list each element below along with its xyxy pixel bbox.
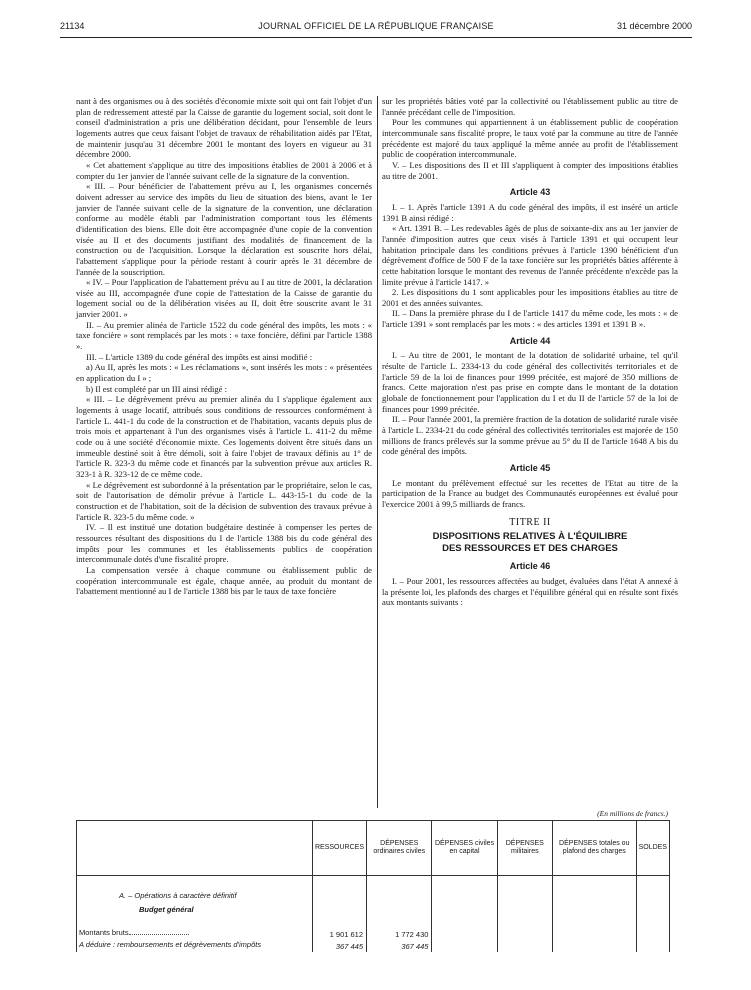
table-header-row xyxy=(77,821,670,876)
titre-subtitle xyxy=(382,531,678,555)
paragraph: I. – Au titre de 2001, le montant de la dotation de solidarité urbaine, tel qu'il résulte de l'article L. 2334-13 du code général des collectivités territoriales et de l'article 59 de la loi de finances pour 1999 précitée, est majoré de 350 millions de francs. Cette majoration n'est pas prise en compte dans le montant de la dotation globale de fonctionnement pour l'application du I et du II de l'article 57 de la loi de finances pour 1999 précitée. xyxy=(382,350,678,414)
cell-value: 1 772 430 xyxy=(395,930,429,939)
row-label: Montants bruts xyxy=(79,915,309,939)
titre-subtitle-line: DISPOSITIONS RELATIVES À L'ÉQUILIBRE xyxy=(432,531,628,543)
table-header-cell: DÉPENSES civiles en capital xyxy=(432,821,497,876)
cell-value: 1 901 612 xyxy=(329,930,364,939)
paragraph: b) Il est complété par un III ainsi rédigé : xyxy=(86,383,228,394)
page-header xyxy=(60,21,692,35)
cell-value: 367 445 xyxy=(335,941,364,951)
paragraph: I. – 1. Après l'article 1391 A du code général des impôts, il est inséré un article 1391 B ainsi rédigé : xyxy=(382,201,678,223)
table-cell xyxy=(367,876,432,953)
leader-dots xyxy=(129,927,189,935)
paragraph: sur les propriétés bâties voté par la collectivité ou l'établissement public au titre de l'année précédant celle de l'imposition. xyxy=(382,96,678,117)
titre-subtitle-line: DES RESSOURCES ET DES CHARGES xyxy=(442,543,618,555)
table-header-cell: DÉPENSES militaires xyxy=(497,821,552,876)
table-cell xyxy=(77,876,313,953)
paragraph: La compensation versée à chaque commune ou établissement public de coopération intercommunale est égale, chaque année, au produit du montant de l'abattement mentionné au I de l'article 1388 bis par le taux de taxe foncière xyxy=(76,564,372,597)
paragraph: « III. – Pour bénéficier de l'abattement prévu au I, les organismes concernés doivent adresser au service des impôts du lieu de situation des biens, avant le 1er janvier de l'année suivant celle de la signature de la convention, une déclaration conforme au modèle établi par l'administration comportant tous les éléments d'identification des biens. Elle doit être accompagnée d'une copie de la convention visée au II et des documents justifiant des modalités de financement de la construction ou de l'acquisition. Lorsque la déclaration est souscrite hors délai, l'abattement s'applique pour la période restant à courir après le 31 décembre de l'année de la souscription. xyxy=(76,181,372,277)
paragraph: III. – L'article 1389 du code général des impôts est ainsi modifié : xyxy=(86,351,313,362)
table-cell xyxy=(636,876,669,953)
subsection-title: Budget général xyxy=(139,904,194,914)
paragraph: a) Au II, après les mots : « Les réclamations », sont insérés les mots : « présentées en application du I » ; xyxy=(76,362,372,384)
paragraph: I. – Pour 2001, les ressources affectées au budget, évaluées dans l'état A annexé à la présente loi, les plafonds des charges et l'équilibre général qui en résulte sont fixés aux montants suivants : xyxy=(382,575,678,608)
header-rule xyxy=(60,37,692,38)
paragraph: II. – Pour l'année 2001, la première fraction de la dotation de solidarité rurale visée à l'article L. 2334-21 du code général des collectivités territoriales est majorée de 150 millions de francs prélevés sur la somme prévue au 5° du II de l'article 1648 A bis du code général des impôts. xyxy=(382,414,678,457)
article-46-heading: Article 46 xyxy=(509,561,551,572)
table-cell xyxy=(497,876,552,953)
paragraph: « Le dégrèvement est subordonné à la présentation par le propriétaire, selon le cas, soit de l'autorisation de démolir prévue à l'article L. 443-15-1 du code de la construction et de l'habitation, soit de la décision de subvention des travaux prévue à l'article R. 323-5 du même code. » xyxy=(76,479,372,522)
titre-heading: TITRE II xyxy=(509,516,551,528)
table-cell xyxy=(432,876,497,953)
article-45-heading: Article 45 xyxy=(509,463,551,473)
table-unit-note: (En millions de francs.) xyxy=(597,809,668,818)
article-44-heading: Article 44 xyxy=(509,335,551,346)
column-divider xyxy=(377,96,378,808)
paragraph: Pour les communes qui appartiennent à un établissement public de coopération intercommunale sans fiscalité propre, le taux voté par la commune au titre de l'année précédente est majoré du taux appliqué la même année au profit de l'établissement public de coopération intercommunale. xyxy=(382,117,678,160)
table-header-cell: DÉPENSES ordinaires civiles xyxy=(367,821,432,876)
table-row xyxy=(77,876,670,953)
right-column xyxy=(382,96,678,608)
paragraph: « Art. 1391 B. – Les redevables âgés de plus de soixante-dix ans au 1er janvier de l'année d'imposition autres que ceux visés à l'article 1391 et qui occupent leur habitation principale dans les conditions prévues à l'article 1390 bénéficient d'un dégrèvement d'office de 500 F de la taxe foncière sur les propriétés bâties afférente à cette habitation lorsque le montant des revenus de l'année précédente n'excède pas la limite prévue à l'article 1417. » xyxy=(382,223,678,287)
paragraph: nant à des organismes ou à des sociétés d'économie mixte soit qui ont fait l'objet d'un plan de redressement attesté par la Caisse de garantie du logement social, soit dont le conseil d'administration a pris une délibération décidant, pour l'ensemble de leurs logements autres que ceux faisant l'objet de travaux de réhabilitation aidés par l'Etat, de maintenir jusqu'au 31 décembre 2001 le montant des loyers en vigueur au 31 décembre 2000. xyxy=(76,96,372,160)
paragraph: V. – Les dispositions des II et III s'appliquent à compter des impositions établies au titre de 2001. xyxy=(382,159,678,181)
row-label: A déduire : remboursements et dégrèvements d'impôts xyxy=(79,939,262,949)
paragraph: 2. Les dispositions du 1 sont applicables pour les impositions établies au titre de 2001 et des années suivantes. xyxy=(382,287,678,308)
paragraph: « Cet abattement s'applique au titre des impositions établies de 2001 à 2006 et à compter du 1er janvier de l'année suivant celle de la signature de la convention. xyxy=(76,159,372,181)
cell-value: 367 445 xyxy=(401,941,429,951)
article-43-heading: Article 43 xyxy=(509,187,551,198)
table-header-cell: DÉPENSES totales ou plafond des charges xyxy=(552,821,636,876)
paragraph: II. – Au premier alinéa de l'article 1522 du code général des impôts, les mots : « taxe foncière » sont remplacés par les mots : « taxe foncière, défini par l'article 1388 ». xyxy=(76,319,372,352)
budget-table xyxy=(76,820,670,952)
journal-title: JOURNAL OFFICIEL DE LA RÉPUBLIQUE FRANÇAISE xyxy=(258,21,494,31)
paragraph: Le montant du prélèvement effectué sur les recettes de l'Etat au titre de la participation de la France au budget des Communautés européennes est évalué pour l'exercice 2001 à 99,5 milliards de francs. xyxy=(382,477,678,509)
table-cell xyxy=(313,876,367,953)
publication-date: 31 décembre 2000 xyxy=(616,21,692,31)
table-header-cell: RESSOURCES xyxy=(313,821,367,876)
table-header-cell: SOLDES xyxy=(636,821,669,876)
paragraph: II. – Dans la première phrase du I de l'article 1417 du même code, les mots : « de l'article 1391 » sont remplacés par les mots : « des articles 1391 et 1391 B ». xyxy=(382,308,678,330)
paragraph: « IV. – Pour l'application de l'abattement prévu au I au titre de 2001, la déclaration visée au III, accompagnée d'une copie de l'attestation de la Caisse de garantie du logement social ou de la délibération visées au II, doit être souscrite avant le 31 janvier 2001. » xyxy=(76,277,372,320)
page-number: 21134 xyxy=(60,21,85,31)
table-header-label xyxy=(77,821,313,876)
paragraph: « III. – Le dégrèvement prévu au premier alinéa du I s'applique également aux logements à usage locatif, attribués sous conditions de ressources conformément à l'article L. 441-1 du code de la construction et de l'habitation, vacants depuis plus de trois mois et appartenant à l'un des organismes visés à l'article L. 411-2 du même code ou à une société d'économie mixte. Ces logements doivent être situés dans un immeuble destiné soit à être démoli, soit à faire l'objet de travaux définis au 1° de l'article R. 323-3 du même code et financés par la subvention prévue aux articles R. 323-1 à R. 323-12 de ce même code. xyxy=(76,394,372,479)
table-cell xyxy=(552,876,636,953)
paragraph: IV. – Il est institué une dotation budgétaire destinée à compenser les pertes de ressources résultant des dispositions du I de l'article 1388 bis du code général des impôts pour les communes et les établissements publics de coopération intercommunale dotés d'une fiscalité propre. xyxy=(76,522,372,565)
section-title: A. – Opérations à caractère définitif xyxy=(119,891,237,900)
left-column xyxy=(76,96,372,597)
